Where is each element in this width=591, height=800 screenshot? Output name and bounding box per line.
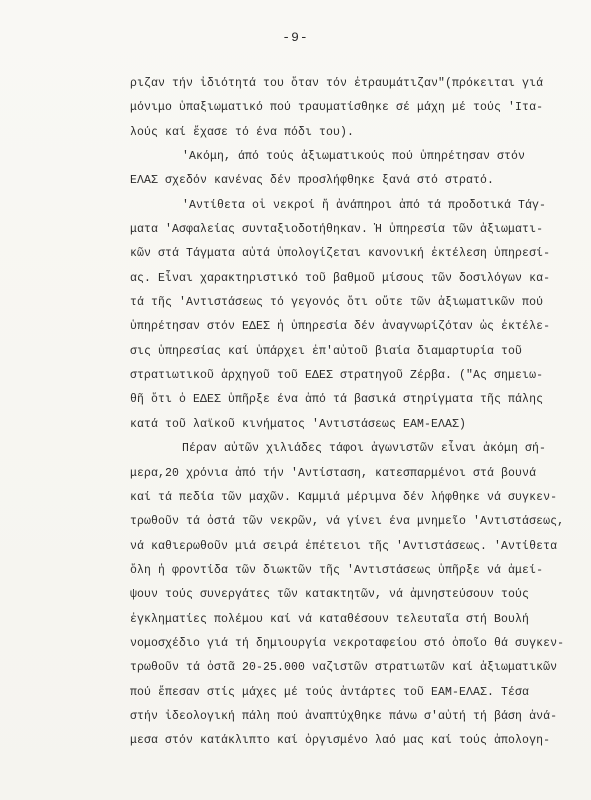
text-line: νομοσχέδιο γιά τή δημιουργία νεκροταφείου στό ὁποῖο θά συγκεν-	[130, 636, 565, 650]
text-line: 'Ακόμη, άπό τούς ἀξιωματικούς πού ὑπηρέτησαν στόν	[182, 150, 526, 164]
text-line: πού ἔπεσαν στίς μάχες μέ τούς ἀντάρτες τοῦ ΕΑΜ-ΕΛΑΣ. Τέσα	[130, 685, 530, 699]
text-line: ριζαν τήν ἰδιότητά του ὅταν τόν ἐτραυμάτιζαν"(πρόκειται γιά	[130, 77, 544, 90]
text-line: ματα 'Ασφαλείας συνταξιοδοτήθηκαν. Ἡ ὑπηρεσία τῶν ἀξιωματι-	[130, 223, 544, 237]
text-line: ἐγκληματίες πολέμου καί νά καταθέσουν τελευταῖα στή Βουλή	[130, 612, 530, 626]
text-line: κῶν στά Τάγματα αὐτά ὑπολογίζεται κανονική ἐκτέλεση ὑπηρεσί-	[130, 247, 551, 261]
text-line: σις ὑπηρεσίας καί ὑπάρχει ἐπ'αὐτοῦ βιαία διαμαρτυρία τοῦ	[130, 344, 523, 358]
text-line: μεσα στόν κατάκλιπτο καί ὀργισμένο λαό μας καί τούς ἀπολογη-	[130, 734, 551, 748]
text-line: τά τῆς 'Αντιστάσεως τό γεγονός ὅτι οὔτε τῶν ἀξιωματικῶν πού	[130, 296, 544, 310]
text-line: λούς καί ἔχασε τό ένα πόδι του).	[130, 125, 355, 139]
text-line: μόνιμο ὑπαξιωματικό πού τραυματίσθηκε σέ μάχη μέ τούς 'Ιτα-	[130, 101, 544, 115]
page-number: -9-	[282, 30, 309, 45]
text-line: ὅλη ἡ φροντίδα τῶν διωκτῶν τῆς 'Αντιστάσεως ὑπῆρξε νά ἀμεί-	[130, 563, 544, 577]
text-line: κατά τοῦ λαϊκοῦ κινήματος 'Αντιστάσεως ΕΑΜ-ΕΛΑΣ)	[130, 417, 467, 431]
text-line: νά καθιερωθοῦν μιά σειρά ἐπέτειοι τῆς 'Αντιστάσεως. 'Αντίθετα	[130, 539, 558, 553]
text-line: θῆ ὅτι ὁ ΕΔΕΣ ὑπῆρξε ένα ἀπό τά βασικά στηρίγματα τῆς πάλης	[130, 393, 544, 407]
text-line: ΕΛΑΣ σχεδόν κανένας δέν προσλήφθηκε ξανά στό στρατό.	[130, 174, 495, 188]
text-line: 'Αντίθετα οἱ νεκροί ἤ ἀνάπηροι ἀπό τά προδοτικά Τάγ-	[182, 198, 547, 212]
text-line: ψουν τούς συνεργάτες τῶν κατακτητῶν, νά ἀμνηστεύσουν τούς	[130, 588, 530, 602]
text-line: στήν ἰδεολογική πάλη πού ἀναπτύχθηκε πάνω σ'αὐτή τή βάση ἀνά-	[130, 709, 558, 723]
text-line: τρωθοῦν τά ὀστᾶ 20-25.000 ναζιστῶν στρατιωτῶν καί ἀξιωματικῶν	[130, 661, 558, 675]
text-line: καί τά πεδία τῶν μαχῶν. Καμμιά μέριμνα δέν λήφθηκε νά συγκεν-	[130, 490, 558, 504]
text-line: ὑπηρέτησαν στόν ΕΔΕΣ ἡ ὑπηρεσία δέν ἀναγνωρίζόταν ὡς ἐκτέλε-	[130, 320, 551, 334]
text-line: ας. Εἶναι χαρακτηριστικό τοῦ βαθμοῦ μίσους τῶν δοσιλόγων κα-	[130, 271, 551, 285]
text-line: μερα,20 χρόνια ἀπό τήν 'Αντίσταση, κατεσπαρμένοι στά βουνά	[130, 466, 537, 480]
text-line: στρατιωτικοῦ ἀρχηγοῦ τοῦ ΕΔΕΣ στρατηγοῦ Ζέρβα. ("Ας σημειω-	[130, 369, 544, 383]
text-line: τρωθοῦν τά ὀστά τῶν νεκρῶν, νά γίνει ένα μνημεῖο 'Αντιστάσεως,	[130, 515, 565, 529]
text-line: Πέραν αὐτῶν χιλιάδες τάφοι ἀγωνιστῶν εἶναι ἀκόμη σή-	[182, 442, 547, 456]
body-text	[130, 72, 570, 754]
